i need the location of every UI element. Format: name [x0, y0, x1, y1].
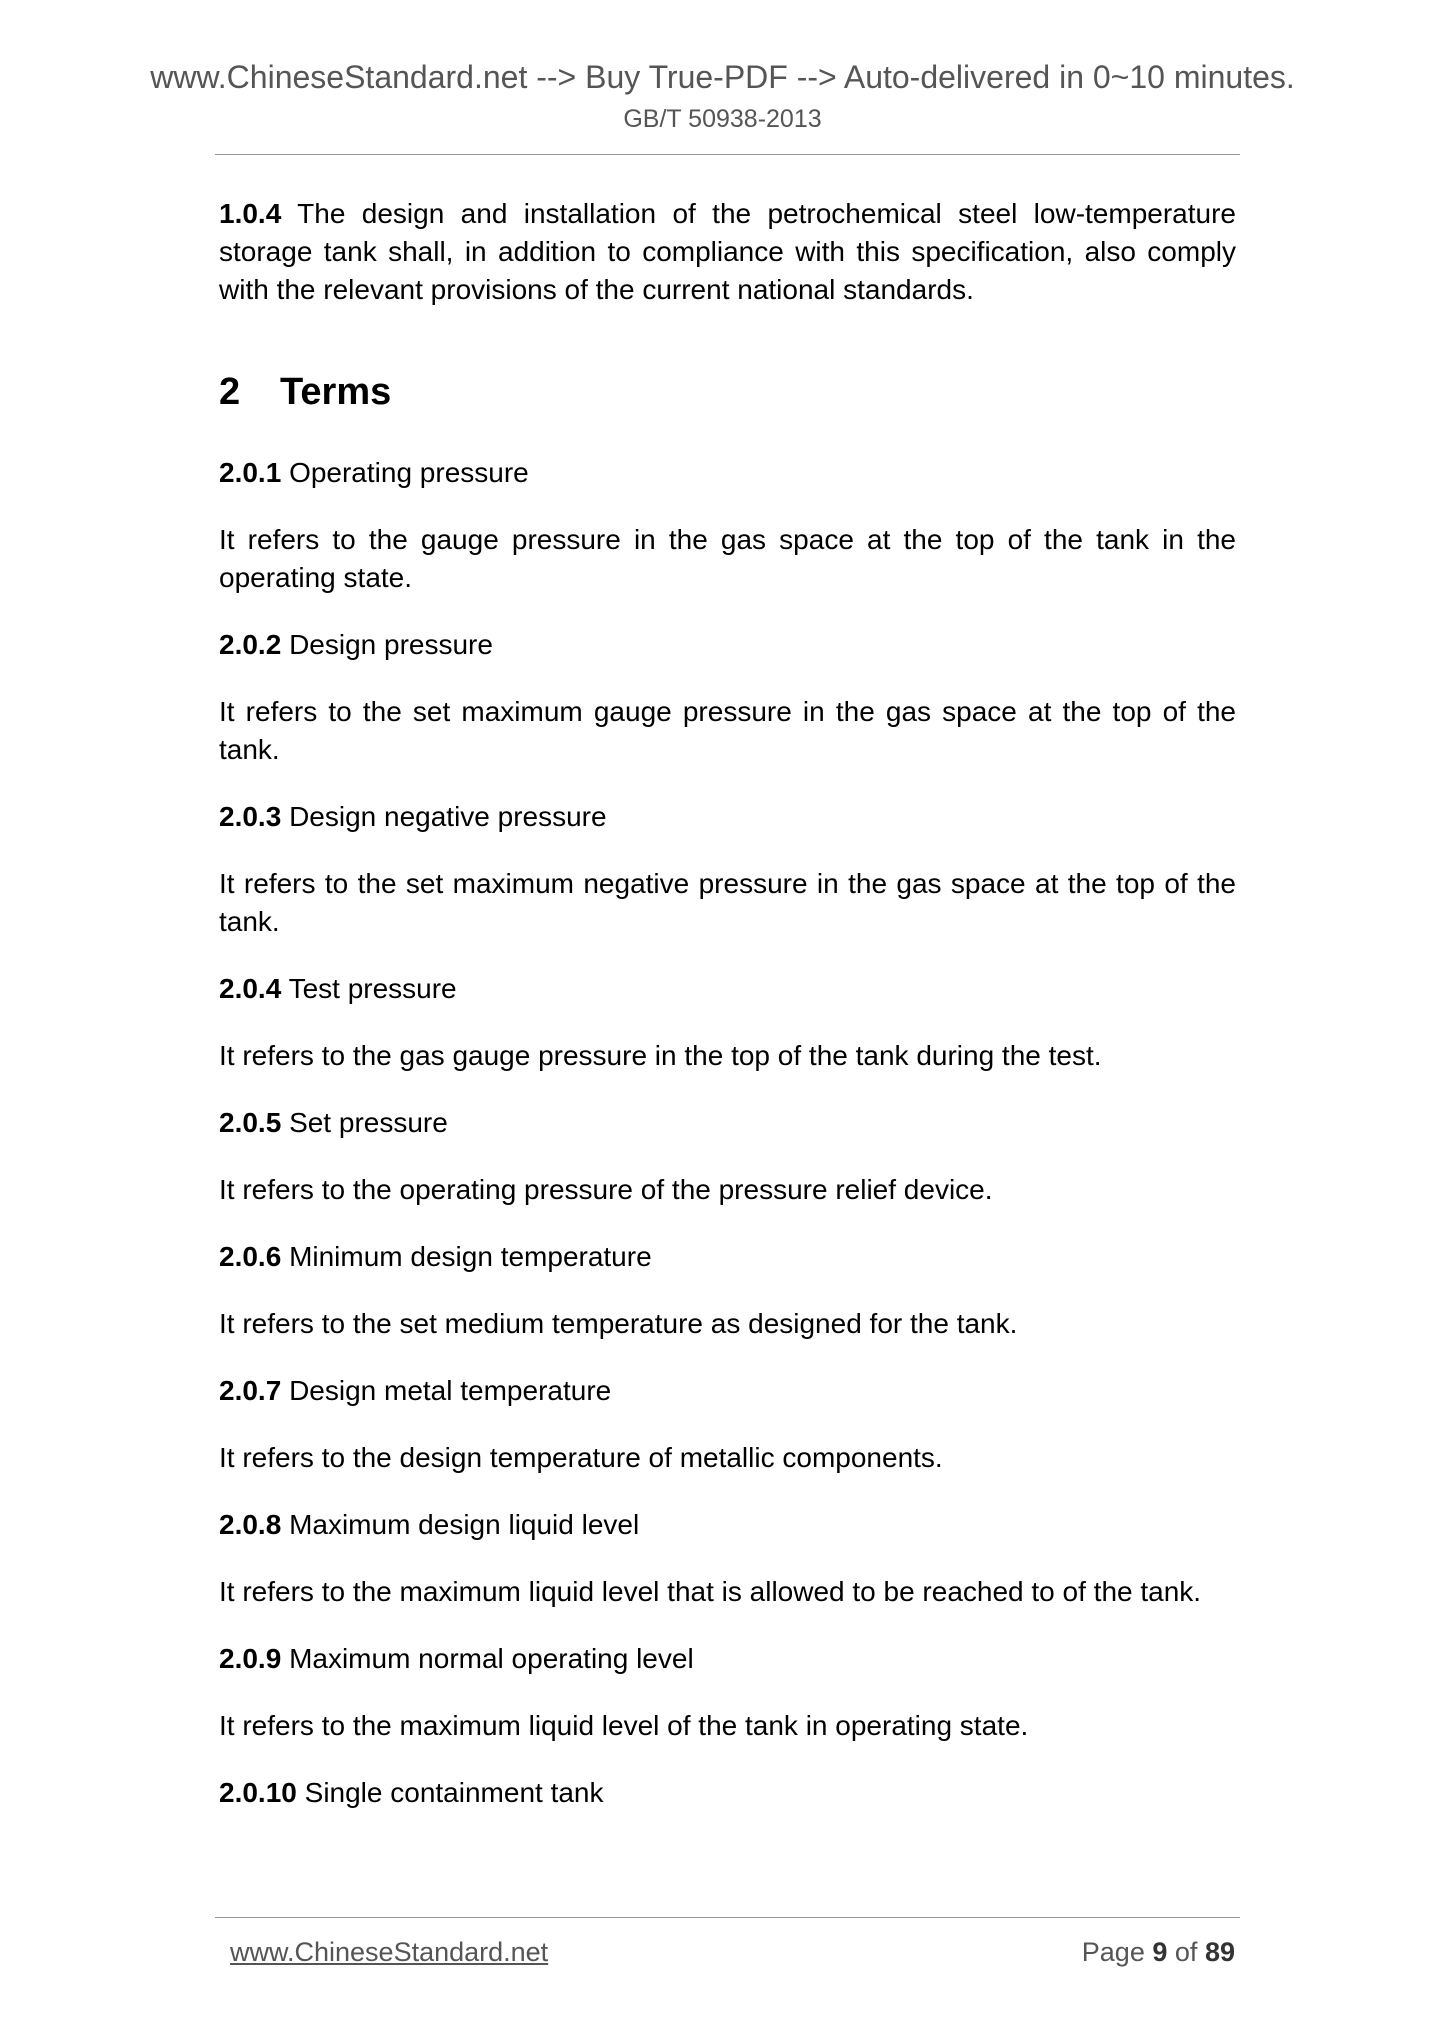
term-number: 2.0.9	[219, 1643, 282, 1674]
term-definition: It refers to the maximum liquid level that is allowed to be reached to of the tank.	[219, 1576, 1202, 1607]
term-name: Design pressure	[289, 629, 493, 660]
term-definition: It refers to the maximum liquid level of the tank in operating state.	[219, 1710, 1029, 1741]
page-total: 89	[1204, 1937, 1235, 1967]
term-definition: It refers to the gas gauge pressure in the top of the tank during the test.	[219, 1040, 1102, 1071]
page-indicator	[1082, 1935, 1235, 1969]
page-word: Page	[1081, 1937, 1145, 1967]
term-name: Maximum normal operating level	[289, 1643, 694, 1674]
term-heading	[219, 626, 1236, 664]
term-definition: It refers to the operating pressure of the pressure relief device.	[219, 1174, 993, 1205]
term-number: 2.0.2	[219, 629, 282, 660]
page-content	[219, 195, 1236, 1841]
term-name: Single containment tank	[304, 1777, 604, 1808]
page-of: of	[1174, 1937, 1198, 1967]
term-heading	[219, 1238, 1236, 1276]
term-heading	[219, 970, 1236, 1008]
term-definition: It refers to the set medium temperature as designed for the tank.	[219, 1308, 1018, 1339]
section-heading	[219, 369, 1236, 415]
term-number: 2.0.4	[219, 973, 282, 1004]
standard-code: GB/T 50938-2013	[623, 105, 822, 133]
term-definition: It refers to the gauge pressure in the gas space at the top of the tank in the operating state.	[219, 524, 1236, 593]
term-name: Design metal temperature	[289, 1375, 612, 1406]
term-number: 2.0.3	[219, 801, 282, 832]
term-heading	[219, 1372, 1236, 1410]
term-heading	[219, 454, 1236, 492]
term-name: Minimum design temperature	[289, 1241, 652, 1272]
term-definition: It refers to the set maximum gauge pressure in the gas space at the top of the tank.	[219, 696, 1236, 765]
term-heading	[219, 1506, 1236, 1544]
section-title: Terms	[280, 371, 392, 413]
term-heading	[219, 1774, 1236, 1812]
header-banner: www.ChineseStandard.net --> Buy True-PDF --> Auto-delivered in 0~10 minutes.	[150, 59, 1295, 95]
term-definition: It refers to the set maximum negative pressure in the gas space at the top of the tank.	[219, 868, 1236, 937]
page-current: 9	[1152, 1937, 1168, 1967]
clause-number: 1.0.4	[219, 198, 282, 229]
term-name: Set pressure	[289, 1107, 448, 1138]
term-number: 2.0.8	[219, 1509, 282, 1540]
term-name: Operating pressure	[289, 457, 529, 488]
clause-text: The design and installation of the petrochemical steel low-temperature storage tank shall, in addition to compliance with this specification, also comply with the relevant provisions of the current national standards.	[219, 198, 1236, 305]
term-name: Test pressure	[288, 973, 457, 1004]
section-number: 2	[219, 371, 241, 413]
term-number: 2.0.10	[219, 1777, 297, 1808]
footer-divider	[215, 1917, 1240, 1918]
term-name: Maximum design liquid level	[289, 1509, 640, 1540]
clause-1-0-4	[219, 195, 1236, 309]
header-divider	[215, 154, 1240, 155]
term-name: Design negative pressure	[289, 801, 607, 832]
term-number: 2.0.6	[219, 1241, 282, 1272]
term-heading	[219, 1640, 1236, 1678]
term-number: 2.0.7	[219, 1375, 282, 1406]
footer-website-link[interactable]: www.ChineseStandard.net	[230, 1937, 549, 1967]
term-definition: It refers to the design temperature of metallic components.	[219, 1442, 943, 1473]
term-number: 2.0.5	[219, 1107, 282, 1138]
term-number: 2.0.1	[219, 457, 282, 488]
term-heading	[219, 1104, 1236, 1142]
term-heading	[219, 798, 1236, 836]
